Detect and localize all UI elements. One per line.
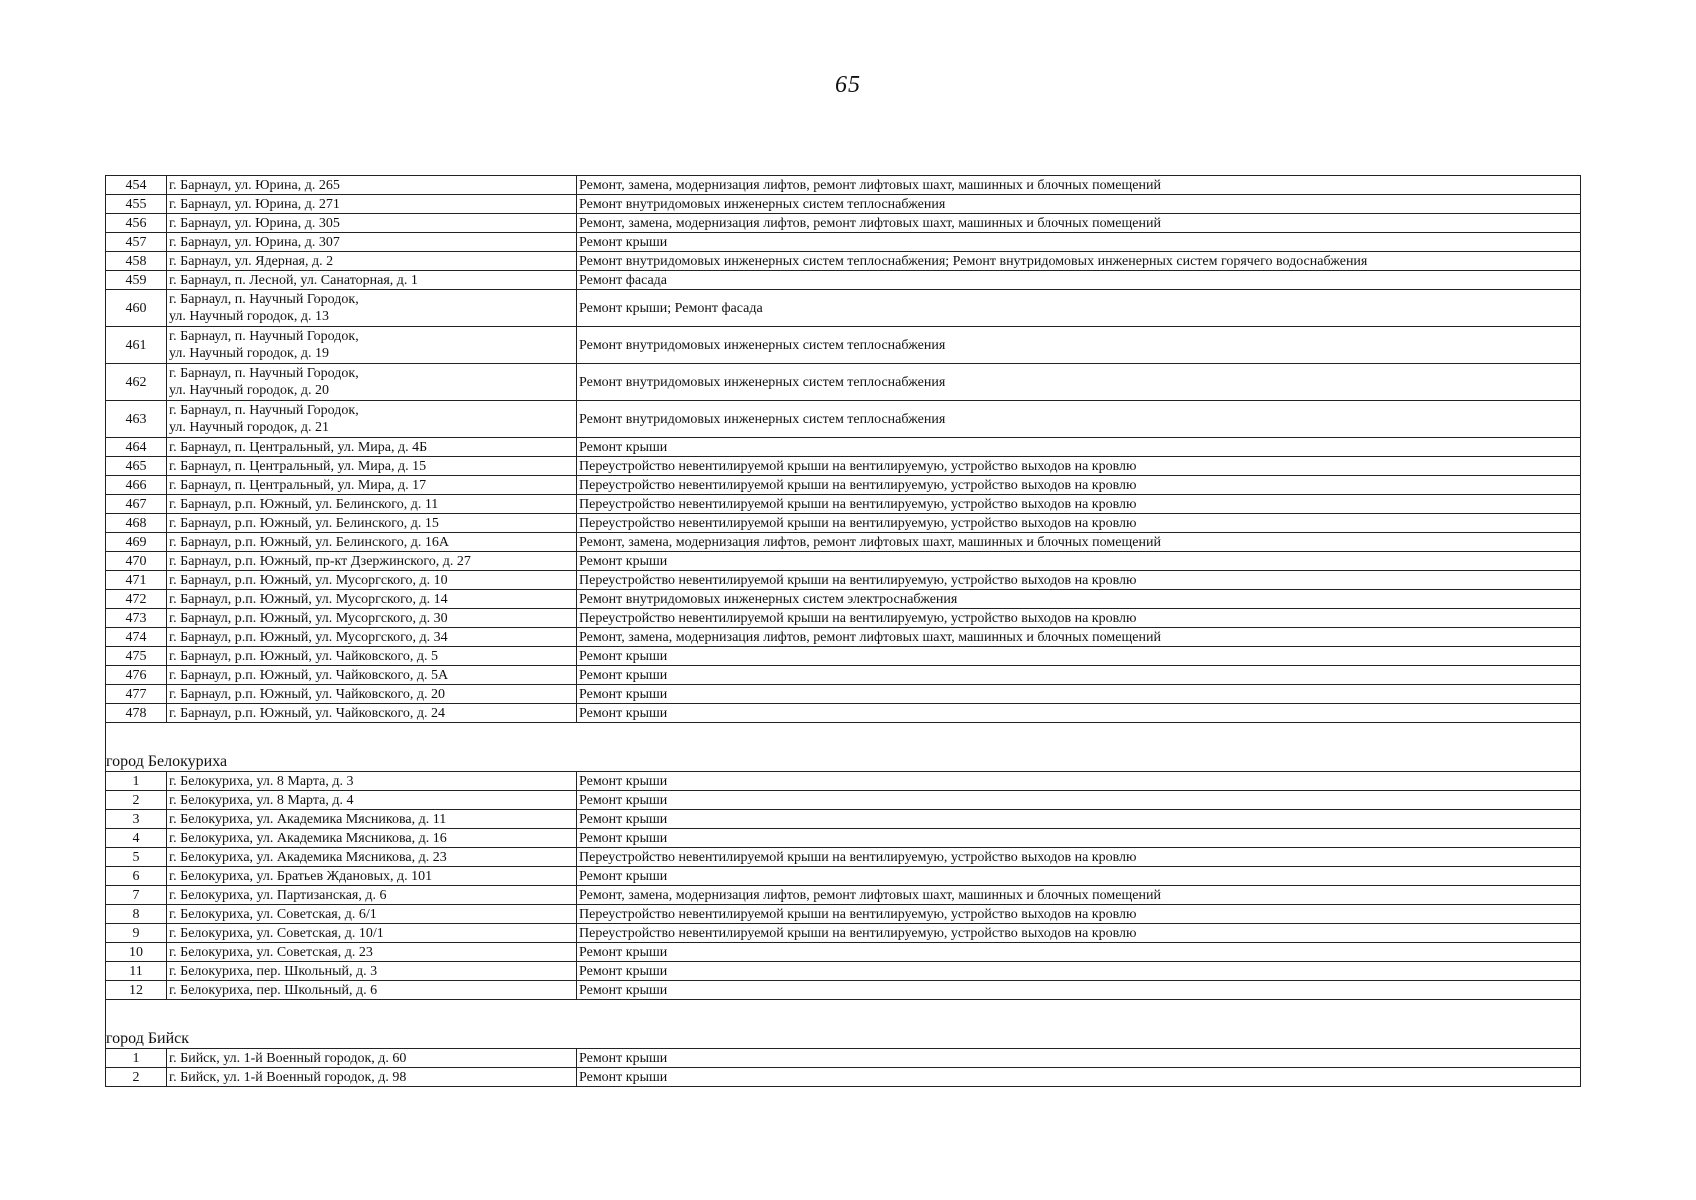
table-row	[106, 772, 1581, 791]
table-row	[106, 571, 1581, 590]
table-row	[106, 290, 1581, 327]
row-number: 478	[106, 704, 167, 723]
table-row	[106, 704, 1581, 723]
address-line: г. Барнаул, р.п. Южный, ул. Белинского, д. 15	[169, 515, 439, 531]
table-row	[106, 943, 1581, 962]
address-line: г. Белокуриха, ул. Партизанская, д. 6	[169, 887, 387, 903]
section-heading: город Белокуриха	[106, 751, 1581, 772]
address-cell	[167, 214, 577, 233]
table-body	[106, 176, 1581, 1087]
address-line: г. Барнаул, р.п. Южный, ул. Чайковского, д. 20	[169, 686, 446, 702]
address-cell	[167, 867, 577, 886]
section-heading: город Бийск	[106, 1028, 1581, 1049]
row-number: 460	[106, 290, 167, 327]
table-row	[106, 552, 1581, 571]
row-number: 11	[106, 962, 167, 981]
row-number: 465	[106, 457, 167, 476]
section-spacer	[106, 723, 1581, 752]
section-spacer-cell	[106, 1000, 1581, 1029]
address-line: г. Белокуриха, ул. Академика Мясникова, д. 11	[169, 811, 447, 827]
work-type-cell: Ремонт крыши	[577, 829, 1581, 848]
work-type-cell: Ремонт крыши	[577, 685, 1581, 704]
work-type-cell: Ремонт крыши	[577, 810, 1581, 829]
table-row	[106, 495, 1581, 514]
row-number: 6	[106, 867, 167, 886]
address-line: г. Барнаул, р.п. Южный, ул. Чайковского, д. 24	[169, 705, 446, 721]
row-number: 457	[106, 233, 167, 252]
row-number: 470	[106, 552, 167, 571]
address-cell	[167, 495, 577, 514]
table-row	[106, 791, 1581, 810]
address-line: г. Белокуриха, пер. Школьный, д. 3	[169, 963, 378, 979]
table-row	[106, 476, 1581, 495]
address-line: г. Белокуриха, ул. Академика Мясникова, д. 16	[169, 830, 447, 846]
address-cell	[167, 924, 577, 943]
address-cell	[167, 457, 577, 476]
work-type-cell: Ремонт внутридомовых инженерных систем теплоснабжения	[577, 327, 1581, 364]
address-line: г. Барнаул, п. Центральный, ул. Мира, д. 17	[169, 477, 427, 493]
work-type-cell: Ремонт, замена, модернизация лифтов, ремонт лифтовых шахт, машинных и блочных помещений	[577, 533, 1581, 552]
address-line: г. Барнаул, ул. Юрина, д. 265	[169, 177, 340, 193]
work-type-cell: Ремонт крыши	[577, 704, 1581, 723]
address-cell	[167, 195, 577, 214]
row-number: 458	[106, 252, 167, 271]
work-type-cell: Ремонт, замена, модернизация лифтов, ремонт лифтовых шахт, машинных и блочных помещений	[577, 628, 1581, 647]
address-line: г. Барнаул, р.п. Южный, пр-кт Дзержинского, д. 27	[169, 553, 471, 569]
row-number: 9	[106, 924, 167, 943]
work-type-cell: Ремонт, замена, модернизация лифтов, ремонт лифтовых шахт, машинных и блочных помещений	[577, 176, 1581, 195]
work-type-cell: Ремонт внутридомовых инженерных систем теплоснабжения	[577, 364, 1581, 401]
table-row	[106, 609, 1581, 628]
address-line: ул. Научный городок, д. 13	[169, 309, 329, 324]
table-row	[106, 195, 1581, 214]
table-row	[106, 438, 1581, 457]
address-cell	[167, 533, 577, 552]
table-row	[106, 176, 1581, 195]
table-row	[106, 962, 1581, 981]
address-cell	[167, 772, 577, 791]
table-row	[106, 905, 1581, 924]
table-row	[106, 214, 1581, 233]
address-cell	[167, 438, 577, 457]
work-type-cell: Ремонт внутридомовых инженерных систем электроснабжения	[577, 590, 1581, 609]
work-type-cell: Ремонт фасада	[577, 271, 1581, 290]
address-line: г. Бийск, ул. 1-й Военный городок, д. 98	[169, 1069, 407, 1085]
address-cell	[167, 252, 577, 271]
page-number: 65	[835, 72, 861, 98]
work-type-cell: Ремонт крыши	[577, 552, 1581, 571]
row-number: 454	[106, 176, 167, 195]
work-type-cell: Переустройство невентилируемой крыши на вентилируемую, устройство выходов на кровлю	[577, 495, 1581, 514]
table-row	[106, 647, 1581, 666]
row-number: 477	[106, 685, 167, 704]
work-type-cell: Ремонт крыши	[577, 962, 1581, 981]
work-type-cell: Ремонт внутридомовых инженерных систем теплоснабжения; Ремонт внутридомовых инженерных систем горячего водоснабжения	[577, 252, 1581, 271]
address-cell	[167, 666, 577, 685]
work-type-cell: Ремонт крыши	[577, 666, 1581, 685]
address-line: г. Барнаул, р.п. Южный, ул. Белинского, д. 11	[169, 496, 439, 512]
row-number: 475	[106, 647, 167, 666]
address-cell	[167, 791, 577, 810]
table-row	[106, 829, 1581, 848]
row-number: 463	[106, 401, 167, 438]
work-type-cell: Ремонт внутридомовых инженерных систем теплоснабжения	[577, 401, 1581, 438]
address-line: г. Барнаул, р.п. Южный, ул. Мусоргского, д. 10	[169, 572, 448, 588]
table-row	[106, 848, 1581, 867]
work-type-cell: Ремонт крыши	[577, 791, 1581, 810]
table-row	[106, 590, 1581, 609]
table-row	[106, 533, 1581, 552]
row-number: 4	[106, 829, 167, 848]
table-row	[106, 924, 1581, 943]
work-type-cell: Ремонт крыши	[577, 438, 1581, 457]
table-row	[106, 401, 1581, 438]
address-cell	[167, 628, 577, 647]
address-line: г. Барнаул, п. Научный Городок,	[169, 329, 359, 344]
work-type-cell: Переустройство невентилируемой крыши на вентилируемую, устройство выходов на кровлю	[577, 571, 1581, 590]
work-type-cell: Переустройство невентилируемой крыши на вентилируемую, устройство выходов на кровлю	[577, 848, 1581, 867]
work-type-cell: Ремонт внутридомовых инженерных систем теплоснабжения	[577, 195, 1581, 214]
address-cell	[167, 829, 577, 848]
row-number: 10	[106, 943, 167, 962]
address-cell	[167, 848, 577, 867]
address-cell	[167, 905, 577, 924]
address-line: г. Барнаул, п. Научный Городок,	[169, 292, 359, 307]
table-row	[106, 514, 1581, 533]
address-line: ул. Научный городок, д. 21	[169, 420, 329, 435]
address-line: г. Барнаул, р.п. Южный, ул. Чайковского, д. 5	[169, 648, 439, 664]
work-type-cell: Ремонт крыши	[577, 943, 1581, 962]
table-row	[106, 233, 1581, 252]
work-type-cell: Переустройство невентилируемой крыши на вентилируемую, устройство выходов на кровлю	[577, 905, 1581, 924]
row-number: 462	[106, 364, 167, 401]
work-type-cell: Ремонт крыши	[577, 647, 1581, 666]
row-number: 471	[106, 571, 167, 590]
address-line: г. Барнаул, п. Центральный, ул. Мира, д. 15	[169, 458, 427, 474]
row-number: 468	[106, 514, 167, 533]
table-row	[106, 271, 1581, 290]
address-cell	[167, 271, 577, 290]
section-spacer-cell	[106, 723, 1581, 752]
address-line: ул. Научный городок, д. 20	[169, 383, 329, 398]
address-line: г. Барнаул, ул. Юрина, д. 271	[169, 196, 340, 212]
table-row	[106, 1049, 1581, 1068]
address-line: г. Белокуриха, ул. Академика Мясникова, д. 23	[169, 849, 447, 865]
address-cell	[167, 685, 577, 704]
address-cell	[167, 176, 577, 195]
address-line: г. Барнаул, п. Лесной, ул. Санаторная, д. 1	[169, 272, 418, 288]
row-number: 2	[106, 791, 167, 810]
row-number: 1	[106, 1049, 167, 1068]
address-cell	[167, 552, 577, 571]
row-number: 461	[106, 327, 167, 364]
address-cell	[167, 886, 577, 905]
row-number: 1	[106, 772, 167, 791]
row-number: 459	[106, 271, 167, 290]
address-cell	[167, 514, 577, 533]
address-cell	[167, 981, 577, 1000]
row-number: 7	[106, 886, 167, 905]
table-row	[106, 666, 1581, 685]
row-number: 476	[106, 666, 167, 685]
address-line: г. Белокуриха, ул. 8 Марта, д. 3	[169, 773, 354, 789]
address-line: г. Барнаул, ул. Ядерная, д. 2	[169, 253, 334, 269]
row-number: 2	[106, 1068, 167, 1087]
address-cell	[167, 476, 577, 495]
work-type-cell: Ремонт крыши	[577, 867, 1581, 886]
work-type-cell: Ремонт крыши	[577, 233, 1581, 252]
work-type-cell: Ремонт крыши; Ремонт фасада	[577, 290, 1581, 327]
row-number: 8	[106, 905, 167, 924]
work-type-cell: Переустройство невентилируемой крыши на вентилируемую, устройство выходов на кровлю	[577, 609, 1581, 628]
address-line: г. Барнаул, р.п. Южный, ул. Белинского, д. 16А	[169, 534, 449, 550]
row-number: 466	[106, 476, 167, 495]
table-row	[106, 886, 1581, 905]
address-cell	[167, 290, 577, 327]
row-number: 464	[106, 438, 167, 457]
address-cell	[167, 1068, 577, 1087]
address-cell	[167, 704, 577, 723]
address-line: г. Барнаул, п. Научный Городок,	[169, 366, 359, 381]
address-line: г. Барнаул, р.п. Южный, ул. Чайковского, д. 5А	[169, 667, 449, 683]
address-cell	[167, 571, 577, 590]
row-number: 467	[106, 495, 167, 514]
work-type-cell: Ремонт, замена, модернизация лифтов, ремонт лифтовых шахт, машинных и блочных помещений	[577, 214, 1581, 233]
address-line: г. Белокуриха, ул. 8 Марта, д. 4	[169, 792, 354, 808]
row-number: 455	[106, 195, 167, 214]
table-row	[106, 457, 1581, 476]
table-row	[106, 685, 1581, 704]
address-cell	[167, 364, 577, 401]
address-cell	[167, 609, 577, 628]
address-line: г. Белокуриха, пер. Школьный, д. 6	[169, 982, 378, 998]
address-line: г. Бийск, ул. 1-й Военный городок, д. 60	[169, 1050, 407, 1066]
address-cell	[167, 233, 577, 252]
row-number: 3	[106, 810, 167, 829]
work-type-cell: Ремонт, замена, модернизация лифтов, ремонт лифтовых шахт, машинных и блочных помещений	[577, 886, 1581, 905]
address-cell	[167, 401, 577, 438]
section-heading-row	[106, 751, 1581, 772]
table-row	[106, 1068, 1581, 1087]
work-type-cell: Переустройство невентилируемой крыши на вентилируемую, устройство выходов на кровлю	[577, 514, 1581, 533]
table-row	[106, 867, 1581, 886]
address-line: г. Белокуриха, ул. Советская, д. 6/1	[169, 906, 377, 922]
row-number: 5	[106, 848, 167, 867]
work-type-cell: Переустройство невентилируемой крыши на вентилируемую, устройство выходов на кровлю	[577, 476, 1581, 495]
table-row	[106, 364, 1581, 401]
address-cell	[167, 810, 577, 829]
section-heading-row	[106, 1028, 1581, 1049]
address-line: г. Барнаул, р.п. Южный, ул. Мусоргского, д. 14	[169, 591, 448, 607]
address-line: ул. Научный городок, д. 19	[169, 346, 329, 361]
row-number: 469	[106, 533, 167, 552]
table-row	[106, 810, 1581, 829]
table-row	[106, 981, 1581, 1000]
address-cell	[167, 962, 577, 981]
address-cell	[167, 1049, 577, 1068]
work-type-cell: Переустройство невентилируемой крыши на вентилируемую, устройство выходов на кровлю	[577, 457, 1581, 476]
row-number: 474	[106, 628, 167, 647]
row-number: 12	[106, 981, 167, 1000]
address-line: г. Барнаул, р.п. Южный, ул. Мусоргского, д. 30	[169, 610, 448, 626]
repair-table	[105, 175, 1581, 1087]
table-row	[106, 628, 1581, 647]
row-number: 473	[106, 609, 167, 628]
address-line: г. Барнаул, п. Научный Городок,	[169, 403, 359, 418]
work-type-cell: Ремонт крыши	[577, 772, 1581, 791]
work-type-cell: Ремонт крыши	[577, 981, 1581, 1000]
address-line: г. Барнаул, ул. Юрина, д. 305	[169, 215, 340, 231]
address-cell	[167, 590, 577, 609]
row-number: 472	[106, 590, 167, 609]
table-row	[106, 327, 1581, 364]
work-type-cell: Переустройство невентилируемой крыши на вентилируемую, устройство выходов на кровлю	[577, 924, 1581, 943]
work-type-cell: Ремонт крыши	[577, 1049, 1581, 1068]
work-type-cell: Ремонт крыши	[577, 1068, 1581, 1087]
row-number: 456	[106, 214, 167, 233]
address-line: г. Белокуриха, ул. Советская, д. 23	[169, 944, 373, 960]
address-cell	[167, 647, 577, 666]
address-cell	[167, 943, 577, 962]
address-line: г. Белокуриха, ул. Братьев Ждановых, д. 101	[169, 868, 433, 884]
address-line: г. Барнаул, ул. Юрина, д. 307	[169, 234, 340, 250]
address-line: г. Белокуриха, ул. Советская, д. 10/1	[169, 925, 384, 941]
table-row	[106, 252, 1581, 271]
address-line: г. Барнаул, п. Центральный, ул. Мира, д. 4Б	[169, 439, 428, 455]
address-cell	[167, 327, 577, 364]
address-line: г. Барнаул, р.п. Южный, ул. Мусоргского, д. 34	[169, 629, 448, 645]
section-spacer	[106, 1000, 1581, 1029]
